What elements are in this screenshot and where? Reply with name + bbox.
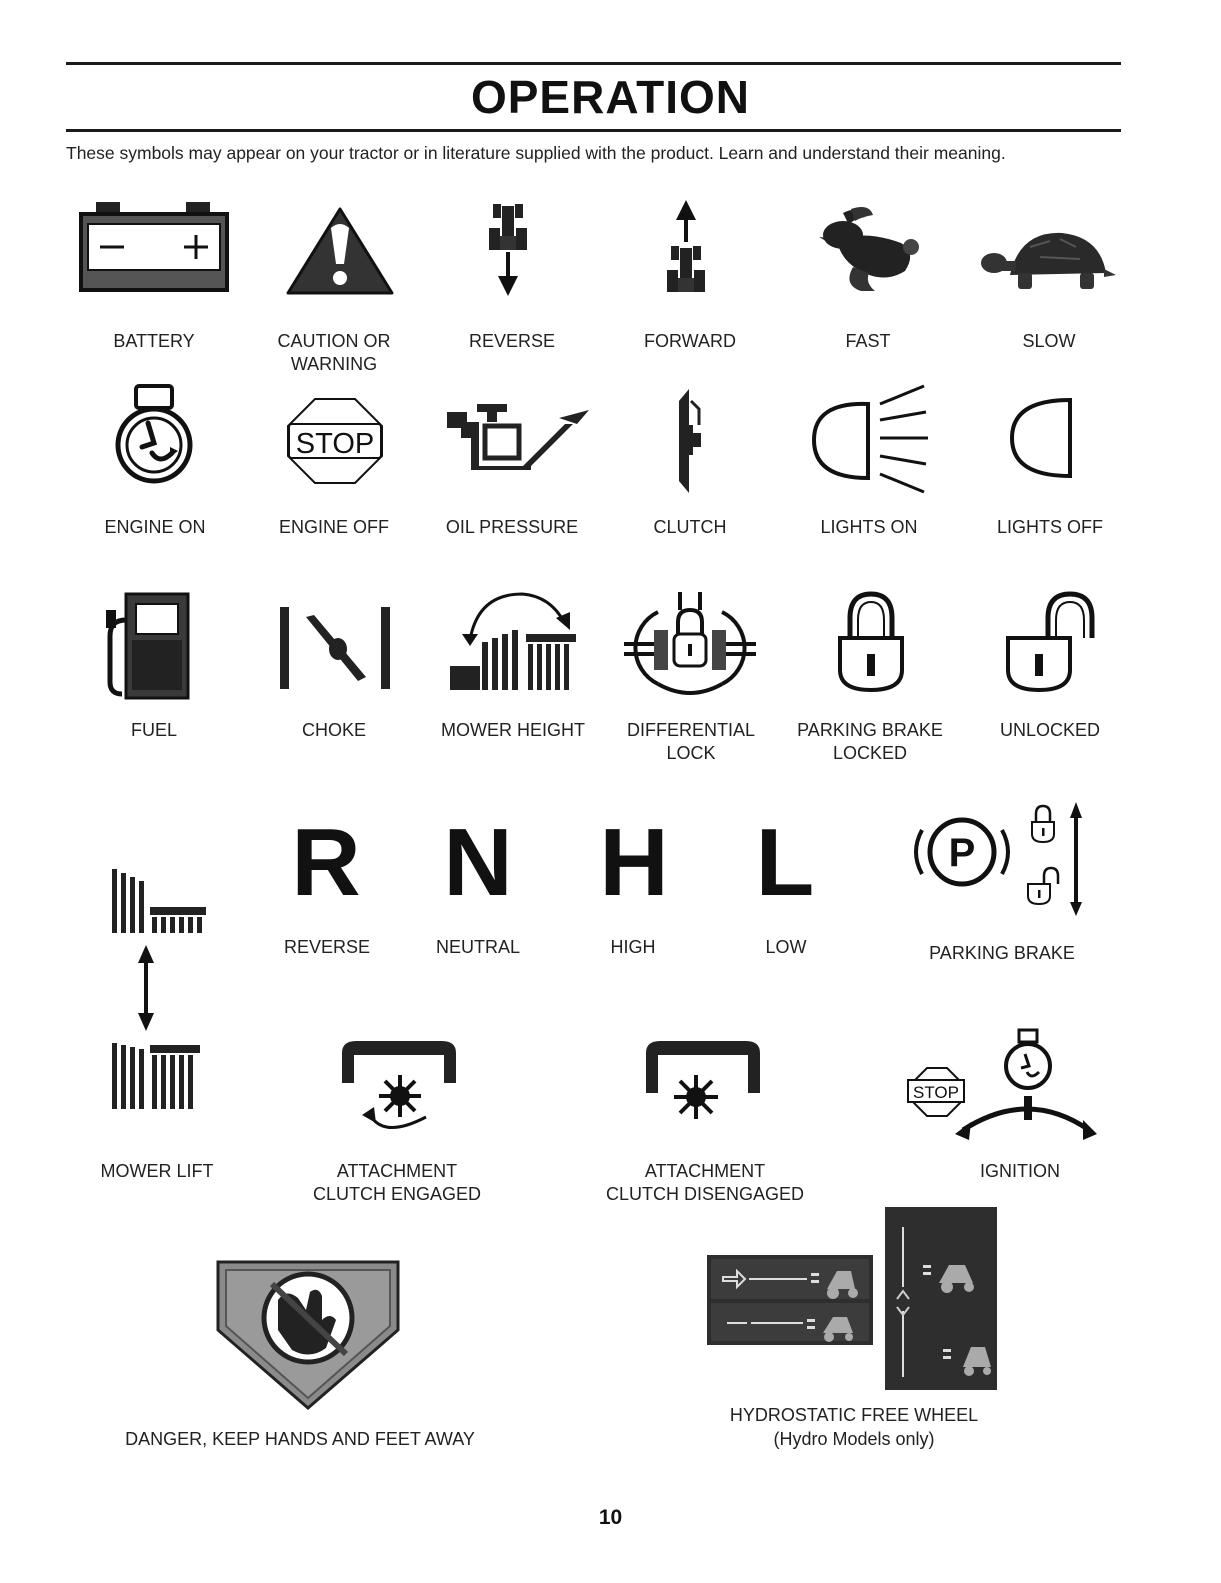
oil-can-icon <box>447 402 592 470</box>
reverse-label: REVERSE <box>468 331 556 351</box>
gear-reverse-label: REVERSE <box>283 937 371 957</box>
parking-locked-label-1: PARKING BRAKE <box>797 720 943 740</box>
forward-label: FORWARD <box>644 331 736 351</box>
caution-label-2: WARNING <box>290 354 378 374</box>
lights-on-icon <box>808 382 936 500</box>
page-number: 10 <box>598 1506 623 1529</box>
differential-lock-icon <box>620 590 760 702</box>
clutch-label: CLUTCH <box>653 517 727 537</box>
differential-label-2: LOCK <box>666 743 716 763</box>
hydrostatic-decal-icon <box>707 1207 999 1390</box>
fuel-label: FUEL <box>130 720 178 740</box>
choke-label: CHOKE <box>301 720 367 740</box>
top-rule <box>66 62 1121 65</box>
danger-label: DANGER, KEEP HANDS AND FEET AWAY <box>125 1429 475 1449</box>
gear-high-label: HIGH <box>610 937 656 957</box>
attachment-engaged-icon <box>336 1035 462 1143</box>
mower-lift-icon <box>110 865 210 1115</box>
mower-height-icon <box>448 588 578 692</box>
attachment-disengaged-icon <box>640 1035 766 1125</box>
ignition-icon <box>905 1026 1103 1146</box>
parking-locked-label-2: LOCKED <box>832 743 908 763</box>
mower-lift-label: MOWER LIFT <box>100 1161 214 1181</box>
engine-on-icon <box>112 383 196 489</box>
clutch-icon <box>675 385 705 497</box>
ignition-stop-text: STOP <box>913 1083 959 1102</box>
padlock-unlocked-icon <box>1004 590 1104 694</box>
title-rule <box>66 129 1121 132</box>
slow-label: SLOW <box>1022 331 1076 351</box>
att-engaged-label-2: CLUTCH ENGAGED <box>312 1184 482 1204</box>
rabbit-icon <box>813 205 923 295</box>
caution-icon <box>285 206 395 296</box>
stop-sign-text: STOP <box>295 428 375 460</box>
engine-on-label: ENGINE ON <box>104 517 206 537</box>
battery-icon <box>78 200 230 292</box>
choke-icon <box>276 605 394 691</box>
reverse-icon <box>485 200 531 300</box>
hand-danger-icon <box>214 1258 402 1410</box>
gear-letter-h: H <box>599 809 669 916</box>
ignition-label: IGNITION <box>980 1161 1060 1181</box>
intro-text: These symbols may appear on your tractor or in literature supplied with the product. Learn and understand their meaning. <box>66 143 1006 163</box>
battery-label: BATTERY <box>113 331 195 351</box>
page-title: OPERATION <box>470 71 751 123</box>
parking-p-text: P <box>948 831 976 875</box>
att-disengaged-label-1: ATTACHMENT <box>644 1161 766 1181</box>
lights-on-label: LIGHTS ON <box>820 517 918 537</box>
hydro-label-1: HYDROSTATIC FREE WHEEL <box>729 1405 979 1425</box>
oil-pressure-label: OIL PRESSURE <box>445 517 579 537</box>
gear-low-label: LOW <box>765 937 807 957</box>
forward-icon <box>663 198 709 298</box>
padlock-locked-icon <box>836 590 906 694</box>
att-disengaged-label-2: CLUTCH DISENGAGED <box>605 1184 805 1204</box>
gear-letter-n: N <box>443 809 513 916</box>
differential-label-1: DIFFERENTIAL <box>626 720 756 740</box>
gear-letter-l: L <box>755 809 815 916</box>
lights-off-label: LIGHTS OFF <box>996 517 1104 537</box>
gear-neutral-label: NEUTRAL <box>435 937 521 957</box>
stop-sign-icon <box>285 396 385 486</box>
engine-off-label: ENGINE OFF <box>278 517 390 537</box>
turtle-icon <box>980 225 1120 295</box>
fast-label: FAST <box>845 331 891 351</box>
gear-letter-r: R <box>291 809 361 916</box>
unlocked-label: UNLOCKED <box>999 720 1101 740</box>
hydro-label-2: (Hydro Models only) <box>773 1429 935 1449</box>
parking-brake-icon <box>906 800 1096 918</box>
mower-height-label: MOWER HEIGHT <box>441 720 585 740</box>
lights-off-icon <box>1008 396 1078 480</box>
parking-brake-label: PARKING BRAKE <box>929 943 1075 963</box>
fuel-pump-icon <box>104 590 194 700</box>
caution-label-1: CAUTION OR <box>277 331 391 351</box>
att-engaged-label-1: ATTACHMENT <box>336 1161 458 1181</box>
